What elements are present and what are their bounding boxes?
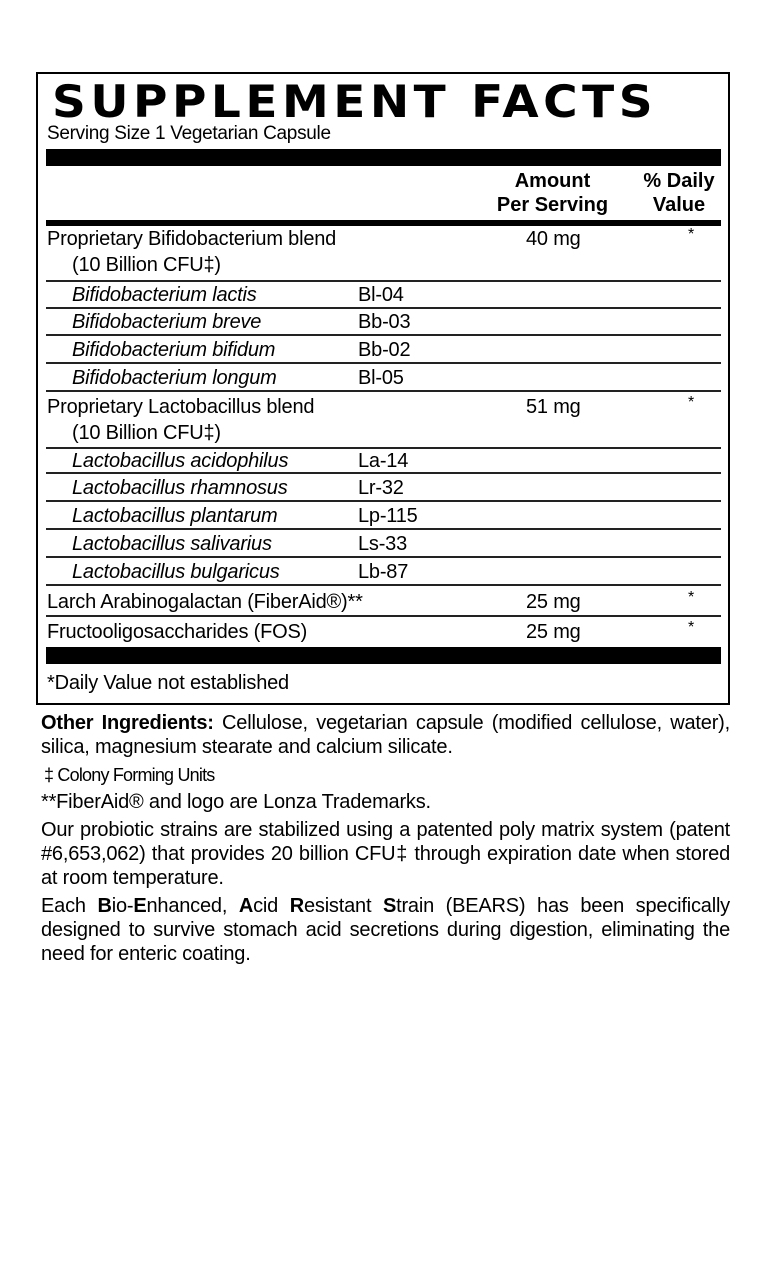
- ingredient-cfu: (10 Billion CFU‡): [72, 254, 221, 276]
- thick-divider: [46, 647, 721, 664]
- strain-code: Lp-115: [358, 505, 418, 527]
- ingredient-dv: *: [688, 589, 695, 606]
- ingredient-name: Larch Arabinogalactan (FiberAid®)**: [47, 591, 363, 613]
- strain-name: Bifidobacterium breve: [72, 311, 262, 333]
- panel-title: SUPPLEMENT FACTS: [52, 76, 658, 129]
- ingredient-amount: 40 mg: [526, 228, 581, 250]
- strain-code: Lb-87: [358, 561, 409, 583]
- row-divider: [46, 556, 721, 558]
- row-divider: [46, 500, 721, 502]
- strain-code: La-14: [358, 450, 409, 472]
- strain-name: Lactobacillus bulgaricus: [72, 561, 280, 583]
- daily-value-column-header: % Daily Value: [643, 170, 715, 216]
- other-ingredients-heading: Other Ingredients:: [41, 712, 214, 734]
- strain-code: Bl-05: [358, 367, 404, 389]
- ingredient-name: Proprietary Lactobacillus blend: [47, 396, 315, 418]
- supplement-facts-panel: [36, 72, 730, 705]
- row-divider: [46, 334, 721, 336]
- row-divider: [46, 390, 721, 392]
- daily-value-footnote: *Daily Value not established: [47, 672, 289, 694]
- strain-code: Bb-03: [358, 311, 411, 333]
- row-divider: [46, 362, 721, 364]
- ingredient-dv: *: [688, 394, 695, 411]
- ingredient-cfu: (10 Billion CFU‡): [72, 422, 221, 444]
- strain-code: Bl-04: [358, 284, 404, 306]
- ingredient-dv: *: [688, 226, 695, 243]
- stability-note: Our probiotic strains are stabilized using a patented poly matrix system (patent #6,653,062) that provides 20 billion CFU‡ through expiration date when stored at room temperature.: [41, 819, 730, 889]
- amount-column-header: Amount Per Serving: [496, 170, 609, 216]
- row-divider: [46, 472, 721, 474]
- strain-name: Bifidobacterium lactis: [72, 284, 257, 306]
- strain-name: Lactobacillus acidophilus: [72, 450, 289, 472]
- strain-code: Ls-33: [358, 533, 408, 555]
- strain-name: Lactobacillus rhamnosus: [72, 477, 288, 499]
- ingredient-dv: *: [688, 619, 695, 636]
- row-divider: [46, 615, 721, 617]
- row-divider: [46, 280, 721, 282]
- other-ingredients: [41, 711, 730, 759]
- cfu-note: ‡ Colony Forming Units: [44, 765, 215, 785]
- row-divider: [46, 307, 721, 309]
- ingredient-amount: 25 mg: [526, 591, 581, 613]
- ingredient-name: Fructooligosaccharides (FOS): [47, 621, 308, 643]
- other-ingredients-text: Cellulose, vegetarian capsule (modified cellulose, water), silica, magnesium stearate and calcium silicate.: [41, 712, 730, 758]
- ingredient-amount: 25 mg: [526, 621, 581, 643]
- strain-code: Bb-02: [358, 339, 411, 361]
- strain-name: Lactobacillus salivarius: [72, 533, 272, 555]
- serving-size: Serving Size 1 Vegetarian Capsule: [47, 123, 331, 144]
- row-divider: [46, 584, 721, 586]
- row-divider: [46, 447, 721, 449]
- trademark-note: **FiberAid® and logo are Lonza Trademarks.: [41, 791, 431, 813]
- strain-name: Bifidobacterium bifidum: [72, 339, 276, 361]
- strain-name: Lactobacillus plantarum: [72, 505, 278, 527]
- bears-note: Each Bio-Enhanced, Acid Resistant Strain (BEARS) has been specifically designed to survive stomach acid secretions during digestion, eliminating the need for enteric coating.: [41, 895, 730, 965]
- row-divider: [46, 528, 721, 530]
- ingredient-name: Proprietary Bifidobacterium blend: [47, 228, 337, 250]
- thick-divider: [46, 149, 721, 166]
- ingredient-amount: 51 mg: [526, 396, 581, 418]
- strain-code: Lr-32: [358, 477, 404, 499]
- header-divider: [46, 220, 721, 226]
- strain-name: Bifidobacterium longum: [72, 367, 277, 389]
